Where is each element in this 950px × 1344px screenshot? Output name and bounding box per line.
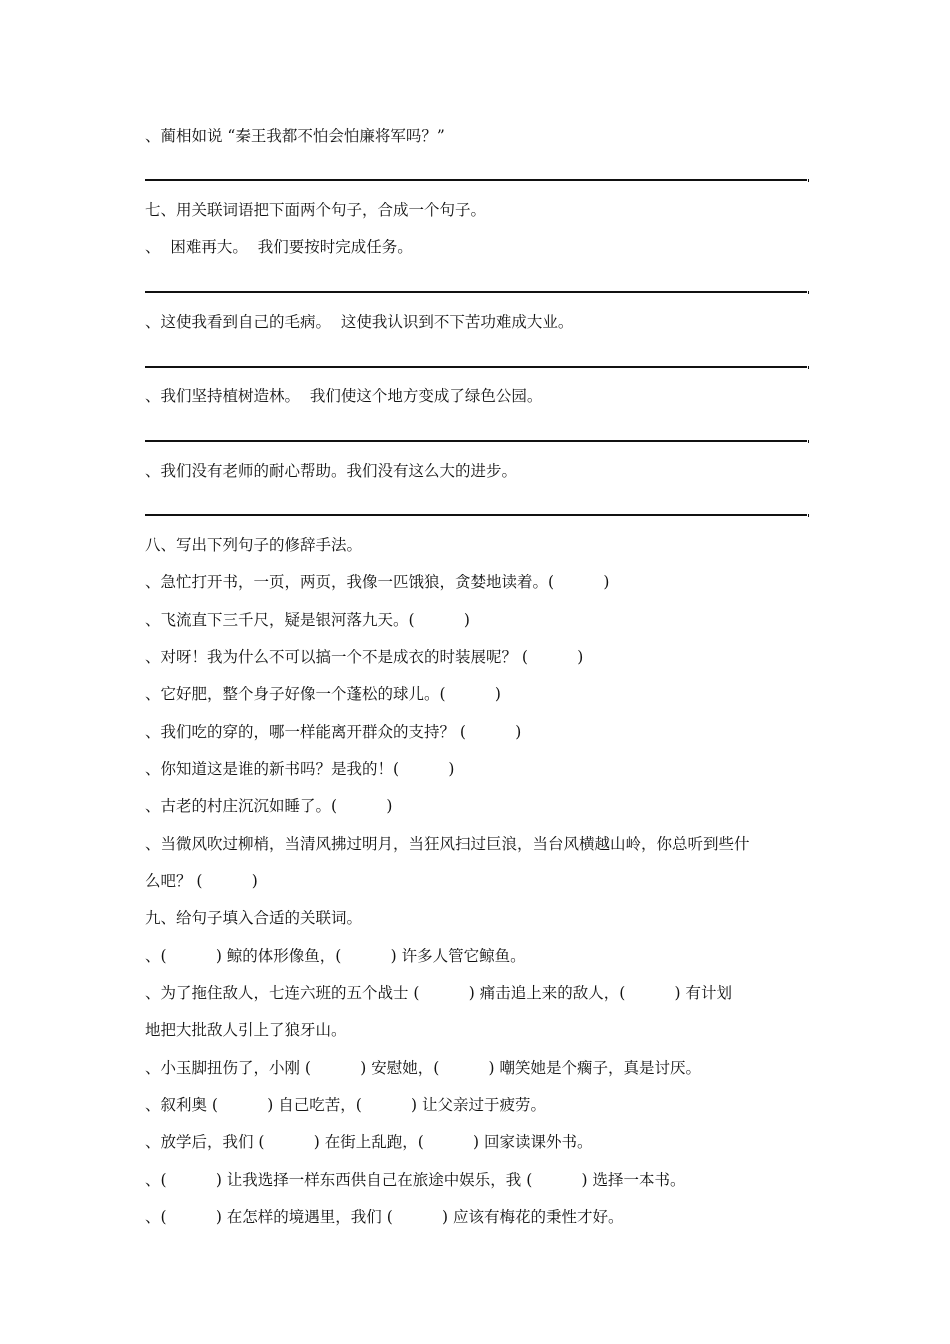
q8-item-2[interactable]: 、飞流直下三千尺，疑是银河落九天。( ) (145, 611, 470, 629)
q8-item-5[interactable]: 、我们吃的穿的，哪一样能离开群众的支持？ ( ) (145, 723, 522, 741)
q8-item-8-line-2[interactable]: 么吧？ ( ) (145, 872, 258, 890)
q7-item-4: 、我们没有老师的耐心帮助。我们没有这么大的进步。 (145, 462, 518, 480)
q9-item-5[interactable]: 、放学后，我们 ( ) 在街上乱跑，( ) 回家读课外书。 (145, 1133, 593, 1151)
q9-item-2-line-2: 地把大批敌人引上了狼牙山。 (145, 1021, 347, 1039)
answer-line[interactable] (145, 291, 807, 293)
q8-item-6[interactable]: 、你知道这是谁的新书吗？是我的！( ) (145, 760, 455, 778)
q8-item-4[interactable]: 、它好肥，整个身子好像一个蓬松的球儿。( ) (145, 685, 501, 703)
q7-item-2: 、这使我看到自己的毛病。 这使我认识到不下苦功难成大业。 (145, 313, 574, 331)
answer-line[interactable] (145, 179, 807, 181)
answer-line[interactable] (145, 514, 807, 516)
q9-item-6[interactable]: 、( ) 让我选择一样东西供自己在旅途中娱乐，我 ( ) 选择一本书。 (145, 1171, 686, 1189)
q7-item-1: 、 困难再大。 我们要按时完成任务。 (145, 238, 413, 256)
q8-item-3[interactable]: 、对呀！我为什么不可以搞一个不是成衣的时装展呢？ ( ) (145, 648, 584, 666)
q8-item-1[interactable]: 、急忙打开书，一页，两页，我像一匹饿狼，贪婪地读着。( ) (145, 573, 610, 591)
q9-item-4[interactable]: 、叙利奥 ( ) 自己吃苦，( ) 让父亲过于疲劳。 (145, 1096, 547, 1114)
q6-sentence: 、蔺相如说 “秦王我都不怕会怕廉将军吗？” (145, 127, 445, 145)
answer-line[interactable] (145, 366, 807, 368)
q9-item-7[interactable]: 、( ) 在怎样的境遇里，我们 ( ) 应该有梅花的秉性才好。 (145, 1208, 624, 1226)
answer-line[interactable] (145, 440, 807, 442)
q9-item-2-line-1[interactable]: 、为了拖住敌人，七连六班的五个战士 ( ) 痛击追上来的敌人，( ) 有计划 (145, 984, 733, 1002)
q8-item-8-line-1: 、当微风吹过柳梢，当清风拂过明月，当狂风扫过巨浪，当台风横越山岭，你总听到些什 (145, 835, 750, 853)
q9-item-3[interactable]: 、小玉脚扭伤了，小刚 ( ) 安慰她，( ) 嘲笑她是个瘸子，真是讨厌。 (145, 1059, 702, 1077)
q8-item-7[interactable]: 、古老的村庄沉沉如睡了。( ) (145, 797, 393, 815)
section-9-heading: 九、给句子填入合适的关联词。 (145, 909, 363, 927)
q9-item-1[interactable]: 、( ) 鲸的体形像鱼，( ) 许多人管它鲸鱼。 (145, 947, 526, 965)
section-7-heading: 七、用关联词语把下面两个句子，合成一个句子。 (145, 201, 487, 219)
q7-item-3: 、我们坚持植树造林。 我们使这个地方变成了绿色公园。 (145, 387, 543, 405)
section-8-heading: 八、写出下列句子的修辞手法。 (145, 536, 363, 554)
